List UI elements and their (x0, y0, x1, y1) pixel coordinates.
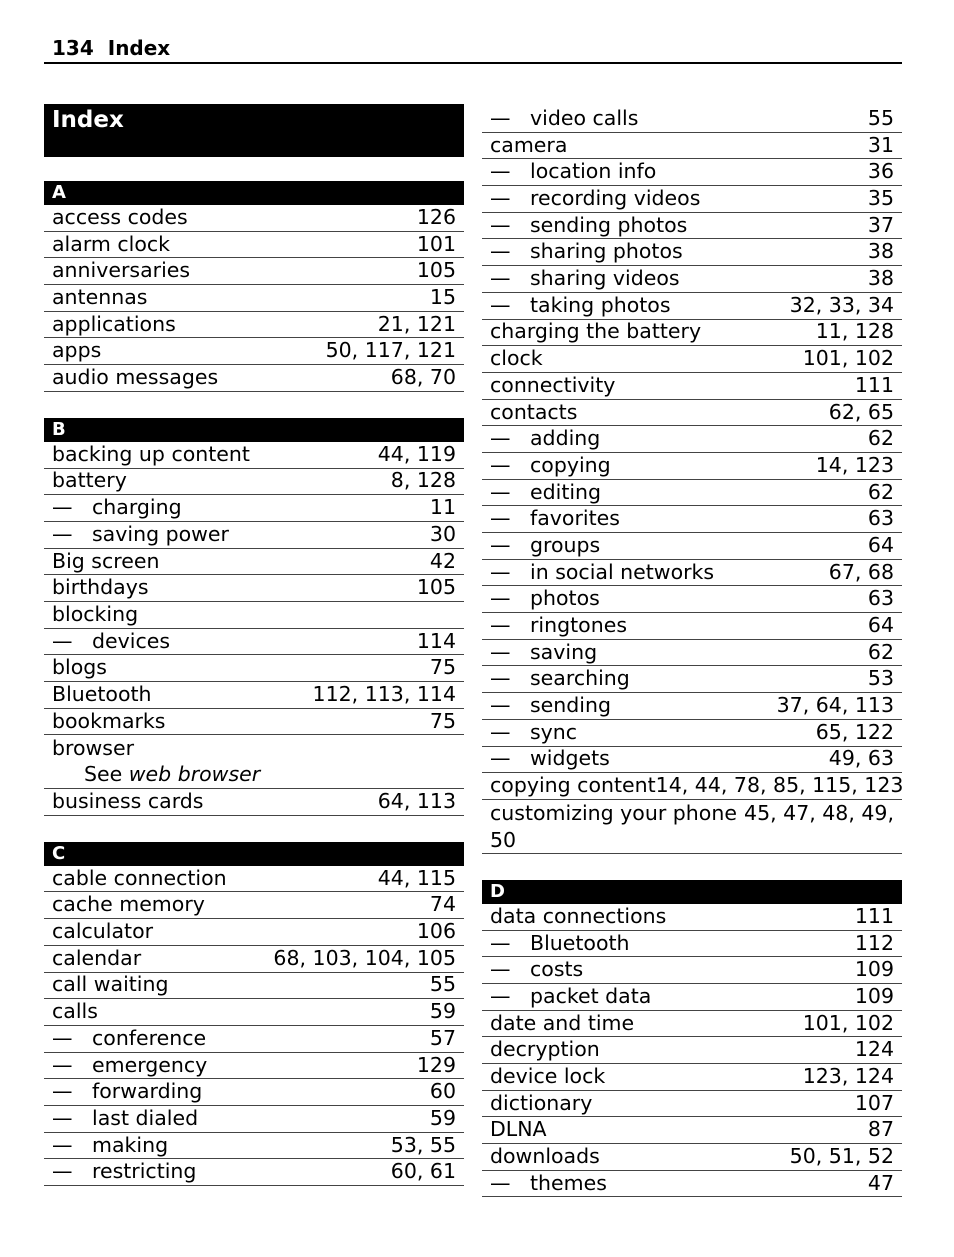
entry-term: connectivity (490, 372, 616, 397)
entry-term: decryption (490, 1037, 600, 1062)
entry-pages: 67, 68 (828, 559, 894, 584)
entry-pages: 68, 70 (390, 365, 456, 390)
entry-pages: 55 (867, 105, 894, 130)
entry-pages: 49, 63 (828, 746, 894, 771)
index-subentry (482, 720, 902, 747)
index-entry (44, 365, 464, 392)
entry-term: calculator (52, 919, 154, 944)
entry-term: contacts (490, 399, 578, 424)
entry-pages: 44, 115 (377, 865, 456, 890)
index-entry (44, 892, 464, 919)
entry-term: DLNA (490, 1117, 547, 1142)
index-entry (44, 549, 464, 576)
entry-pages: 105 (416, 575, 456, 600)
entry-pages: 59 (429, 1105, 456, 1130)
entry-term: — conference (52, 1025, 206, 1052)
entry-pages: 59 (429, 999, 456, 1024)
index-entry (482, 133, 902, 160)
entry-pages: 57 (429, 1025, 456, 1050)
entry-term: calendar (52, 945, 142, 970)
index-entry (44, 789, 464, 816)
index-subentry (44, 629, 464, 656)
entry-pages: 37 (867, 212, 894, 237)
entry-pages: 31 (867, 132, 894, 157)
index-entry (44, 442, 464, 469)
index-entry (482, 373, 902, 400)
entry-pages: 109 (854, 983, 894, 1008)
index-section (44, 181, 464, 392)
entry-term: applications (52, 311, 176, 336)
entry-pages: 105 (416, 258, 456, 283)
entry-term: — ringtones (490, 612, 627, 639)
entry-term: audio messages (52, 365, 219, 390)
index-entry (44, 973, 464, 1000)
index-subentry (482, 747, 902, 774)
section-letter: C (44, 842, 464, 866)
index-subentry (482, 533, 902, 560)
page-number: 134 (52, 36, 94, 60)
entry-term: dictionary (490, 1090, 593, 1115)
entry-pages: 62, 65 (828, 399, 894, 424)
entry-pages: 62 (867, 426, 894, 451)
entry-term: calls (52, 999, 98, 1024)
index-subentry (482, 213, 902, 240)
index-subentry (482, 957, 902, 984)
entry-pages: 101, 102 (802, 1010, 894, 1035)
index-subentry (482, 560, 902, 587)
entry-term: bookmarks (52, 708, 166, 733)
index-entry (482, 800, 902, 854)
index-entry (44, 682, 464, 709)
entry-pages: 45, 47, 48, 49, (744, 800, 894, 825)
see-reference (44, 762, 464, 789)
entry-term: — forwarding (52, 1078, 202, 1105)
see-prefix: See (84, 762, 123, 787)
index-entry (44, 469, 464, 496)
section-letter: D (482, 880, 902, 904)
index-subentry (482, 266, 902, 293)
entry-term: — copying (490, 452, 611, 479)
entry-pages: 62 (867, 479, 894, 504)
index-subentry (482, 426, 902, 453)
entry-pages: 15 (429, 285, 456, 310)
entry-term: anniversaries (52, 258, 191, 283)
entry-pages: 75 (429, 708, 456, 733)
entry-pages: 74 (429, 892, 456, 917)
entry-term: — sending photos (490, 212, 687, 239)
entry-pages: 50, 51, 52 (789, 1144, 894, 1169)
entry-term: — sharing videos (490, 265, 680, 292)
entry-term: call waiting (52, 972, 169, 997)
index-entry (44, 258, 464, 285)
index-section (482, 880, 902, 1198)
entry-term: — taking photos (490, 292, 671, 319)
entry-term: data connections (490, 903, 667, 928)
index-entry (482, 1037, 902, 1064)
entry-pages: 11 (429, 495, 456, 520)
index-subentry (482, 159, 902, 186)
index-entry (482, 400, 902, 427)
entry-pages: 126 (416, 204, 456, 229)
running-head (52, 36, 170, 60)
entry-pages: 42 (429, 548, 456, 573)
index-entry (44, 602, 464, 629)
index-subentry (482, 106, 902, 133)
entry-pages: 21, 121 (377, 311, 456, 336)
entry-term: — Bluetooth (490, 930, 630, 957)
entry-term: customizing your phone (490, 800, 737, 825)
entry-pages: 112 (854, 930, 894, 955)
entry-term: blocking (52, 601, 139, 626)
index-subentry (44, 1133, 464, 1160)
entry-term: — making (52, 1132, 168, 1159)
entry-pages: 62 (867, 639, 894, 664)
index-subentry (44, 495, 464, 522)
entry-term: — searching (490, 665, 630, 692)
entry-pages: 60, 61 (390, 1159, 456, 1184)
entry-pages: 68, 103, 104, 105 (273, 945, 456, 970)
entry-term: cache memory (52, 892, 205, 917)
entry-pages: 87 (867, 1117, 894, 1142)
entry-term: battery (52, 468, 127, 493)
entry-pages: 111 (854, 903, 894, 928)
entry-term: — sharing photos (490, 238, 683, 265)
entry-term: — recording videos (490, 185, 700, 212)
index-subentry (482, 480, 902, 507)
index-subentry (44, 522, 464, 549)
index-entry (44, 999, 464, 1026)
entry-pages: 53 (867, 666, 894, 691)
index-entry (482, 773, 902, 800)
entry-pages: 14, 44, 78, 85, 115, 123 (655, 773, 904, 798)
entry-term: blogs (52, 655, 107, 680)
entry-term: — video calls (490, 105, 638, 132)
entry-term: date and time (490, 1010, 635, 1035)
entry-pages: 55 (429, 972, 456, 997)
entry-pages: 30 (429, 521, 456, 546)
entry-pages: 63 (867, 586, 894, 611)
entry-term: — groups (490, 532, 600, 559)
running-head-title: Index (107, 36, 171, 60)
index-entry (44, 919, 464, 946)
entry-term: — last dialed (52, 1105, 198, 1132)
index-subentry (482, 453, 902, 480)
index-subentry (482, 1171, 902, 1198)
entry-pages: 124 (854, 1037, 894, 1062)
entry-term: device lock (490, 1063, 606, 1088)
entry-pages: 129 (416, 1052, 456, 1077)
entry-pages: 14, 123 (815, 452, 894, 477)
entry-term: access codes (52, 204, 188, 229)
index-entry (44, 205, 464, 232)
index-entry (44, 655, 464, 682)
index-subentry (482, 613, 902, 640)
section-letter: A (44, 181, 464, 205)
see-target: web browser (128, 762, 261, 787)
entry-term: — saving (490, 639, 597, 666)
entry-term: Bluetooth (52, 681, 152, 706)
index-subentry (482, 640, 902, 667)
entry-term: camera (490, 132, 568, 157)
entry-term: — packet data (490, 983, 651, 1010)
entry-term: birthdays (52, 575, 149, 600)
entry-term: antennas (52, 285, 148, 310)
entry-term: — editing (490, 479, 601, 506)
entry-term: clock (490, 346, 543, 371)
index-entry (482, 1117, 902, 1144)
index-entry (482, 1144, 902, 1171)
index-section (44, 418, 464, 816)
entry-pages: 111 (854, 372, 894, 397)
entry-pages: 107 (854, 1090, 894, 1115)
right-column (482, 106, 902, 1197)
entry-term: downloads (490, 1144, 600, 1169)
entry-term: — emergency (52, 1052, 207, 1079)
entry-term: Big screen (52, 548, 160, 573)
index-entry (482, 1091, 902, 1118)
index-subentry (482, 293, 902, 320)
entry-pages: 123, 124 (802, 1063, 894, 1088)
entry-term: — saving power (52, 521, 229, 548)
index-title: Index (44, 104, 464, 157)
entry-term: charging the battery (490, 319, 702, 344)
entry-pages: 32, 33, 34 (789, 292, 894, 317)
entry-term: — charging (52, 494, 182, 521)
entry-term: — restricting (52, 1158, 196, 1185)
entry-pages: 64 (867, 532, 894, 557)
entry-term: — favorites (490, 505, 620, 532)
entry-term: copying content (490, 773, 656, 798)
entry-first-line (490, 800, 894, 826)
index-entry (44, 709, 464, 736)
index-entry (482, 346, 902, 373)
index-subentry (44, 1026, 464, 1053)
section-letter: B (44, 418, 464, 442)
index-subentry (482, 693, 902, 720)
entry-pages: 106 (416, 919, 456, 944)
entry-term: — sending (490, 692, 611, 719)
index-subentry (482, 984, 902, 1011)
entry-pages: 37, 64, 113 (776, 693, 894, 718)
entry-pages: 60 (429, 1079, 456, 1104)
header-rule (44, 62, 902, 64)
entry-term: — widgets (490, 745, 610, 772)
entry-pages: 109 (854, 957, 894, 982)
entry-pages: 64, 113 (377, 789, 456, 814)
index-subentry (482, 186, 902, 213)
entry-pages: 35 (867, 186, 894, 211)
entry-term: apps (52, 338, 102, 363)
index-entry (482, 904, 902, 931)
index-entry (44, 735, 464, 762)
entry-term: business cards (52, 789, 204, 814)
index-subentry (44, 1106, 464, 1133)
entry-term: — in social networks (490, 559, 714, 586)
entry-pages-continued: 50 (490, 827, 517, 852)
entry-pages: 75 (429, 655, 456, 680)
index-subentry (482, 586, 902, 613)
entry-term: — location info (490, 158, 656, 185)
entry-term: cable connection (52, 865, 227, 890)
entry-pages: 8, 128 (390, 468, 456, 493)
entry-pages: 112, 113, 114 (312, 681, 456, 706)
entry-term: backing up content (52, 441, 250, 466)
entry-pages: 64 (867, 613, 894, 638)
index-subentry (482, 666, 902, 693)
continued-entries (482, 106, 902, 854)
index-subentry (44, 1079, 464, 1106)
entry-term: — sync (490, 719, 577, 746)
entry-pages: 50, 117, 121 (325, 338, 456, 363)
index-entry (482, 320, 902, 347)
entry-term: alarm clock (52, 231, 171, 256)
index-entry (44, 338, 464, 365)
index-entry (482, 1011, 902, 1038)
index-section (44, 842, 464, 1186)
entry-pages: 101 (416, 231, 456, 256)
entry-pages: 63 (867, 506, 894, 531)
index-subentry (44, 1159, 464, 1186)
entry-term: browser (52, 736, 135, 761)
entry-pages: 38 (867, 266, 894, 291)
index-entry (44, 575, 464, 602)
entry-term: — photos (490, 585, 600, 612)
entry-term: — themes (490, 1170, 607, 1197)
index-subentry (482, 506, 902, 533)
entry-pages: 65, 122 (815, 719, 894, 744)
entry-pages: 11, 128 (815, 319, 894, 344)
index-entry (44, 866, 464, 893)
entry-term: — costs (490, 956, 583, 983)
left-column (44, 104, 464, 1186)
index-entry (44, 232, 464, 259)
entry-pages: 44, 119 (377, 441, 456, 466)
entry-term: — devices (52, 628, 170, 655)
entry-pages: 47 (867, 1170, 894, 1195)
entry-term: — adding (490, 425, 600, 452)
index-subentry (482, 239, 902, 266)
index-entry (44, 285, 464, 312)
index-entry (44, 312, 464, 339)
entry-pages: 38 (867, 239, 894, 264)
entry-pages: 101, 102 (802, 346, 894, 371)
index-subentry (482, 931, 902, 958)
entry-pages: 114 (416, 628, 456, 653)
index-entry (482, 1064, 902, 1091)
index-entry (44, 946, 464, 973)
index-subentry (44, 1053, 464, 1080)
entry-pages: 36 (867, 159, 894, 184)
entry-pages: 53, 55 (390, 1132, 456, 1157)
